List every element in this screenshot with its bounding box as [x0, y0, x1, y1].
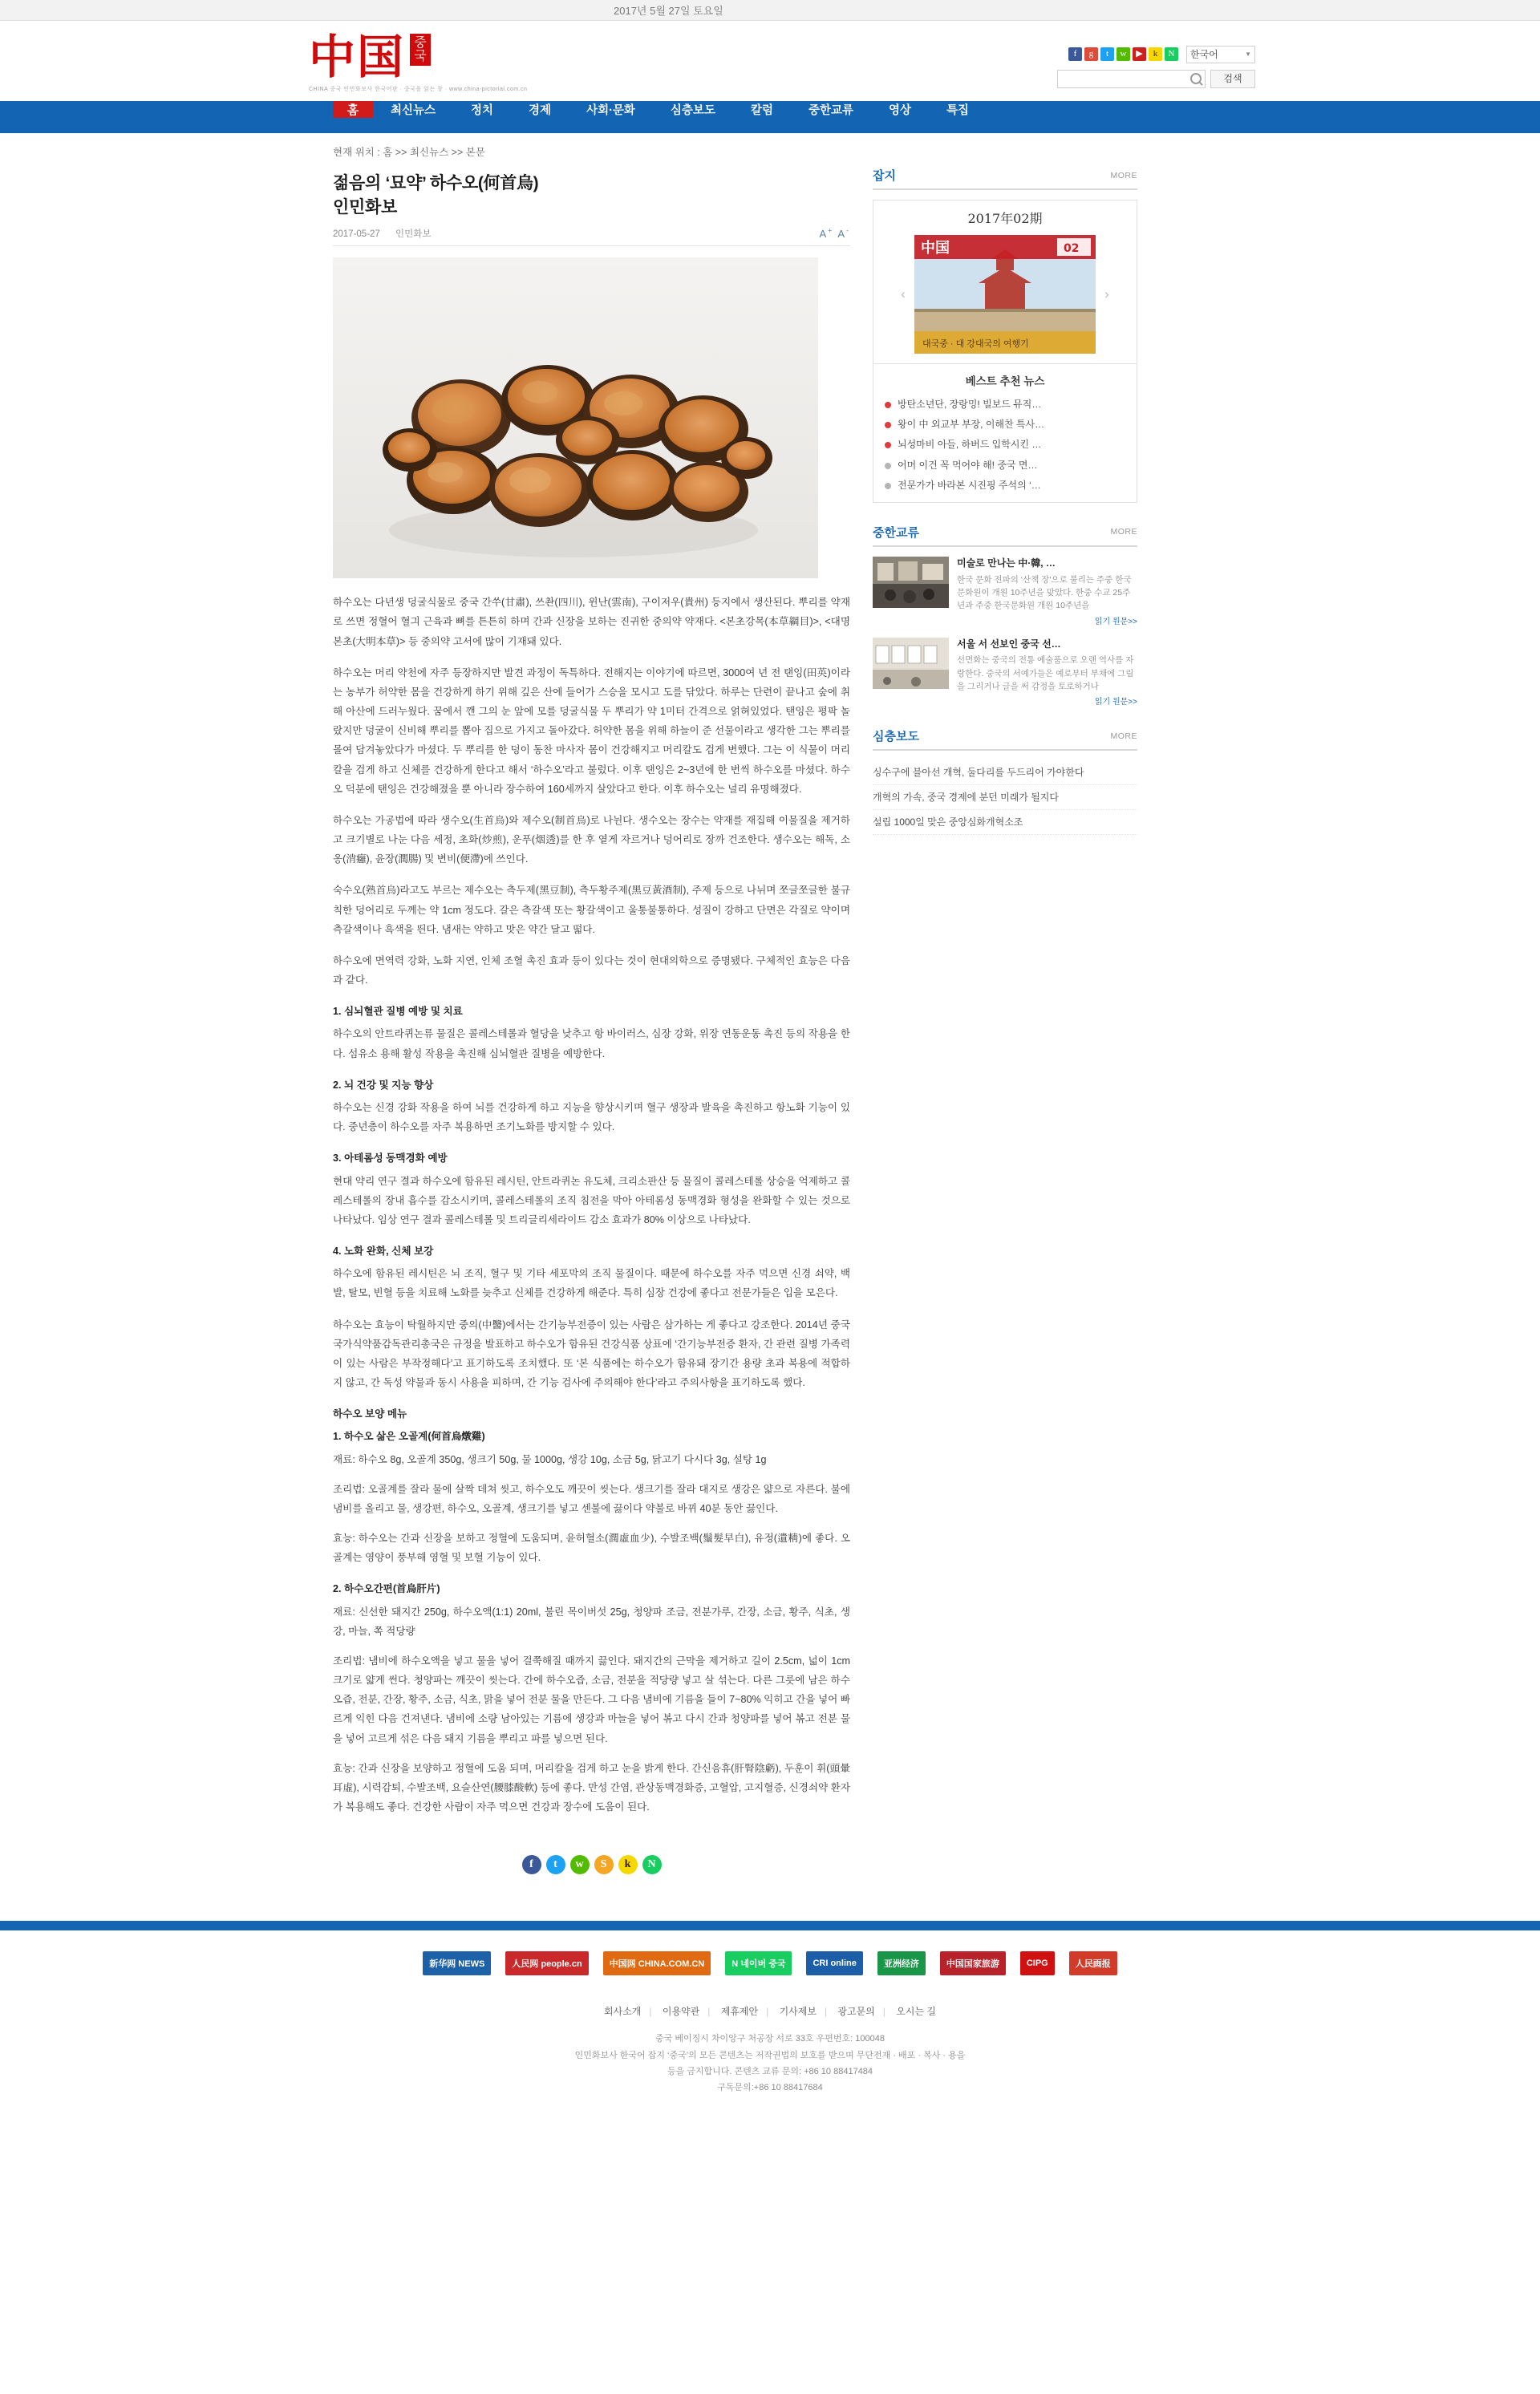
- footer-link-tip[interactable]: 기사제보: [779, 2006, 817, 2018]
- google-icon[interactable]: g: [1084, 47, 1098, 61]
- header-right: [1057, 39, 1255, 88]
- list-item-desc: 선면화는 중국의 전통 예술품으로 오랜 역사를 자랑한다. 중국의 서예가들은 예로부터 부채에 그림을 그리거나 글을 써 감정을 토로하거나: [957, 655, 1134, 691]
- list-item[interactable]: 전문가가 바라본 시진핑 주석의 ‘…: [885, 476, 1125, 496]
- sidebar-title-indepth: 심층보도: [873, 730, 919, 744]
- list-item[interactable]: 왕이 中 외교부 부장, 이해찬 특사…: [885, 415, 1125, 435]
- nav-item-home[interactable]: 홈: [333, 101, 373, 118]
- article-title-line1: 젊음의 ‘묘약’ 하수오(何首烏): [333, 174, 539, 192]
- article-source: 인민화보: [395, 229, 432, 240]
- main-layout: [269, 164, 1271, 1897]
- article-date: 2017-05-27: [333, 229, 380, 240]
- sidebar: [873, 167, 1137, 1897]
- article-paragraph: 하수오는 효능이 탁월하지만 중의(中醫)에서는 간기능부전증이 있는 사람은 삼가하는 게 좋다고 강조한다. 2014년 중국국가식약품감독관리총국은 규정을 발표하고 하수오가 함유된 건강식품 상표에 ‘간기능부전증 환자, 간 관련 질병 가족력이 있는 사람은 부작정해다’고 표기하도록 조치했다. 또 ‘본 식품에는 하수오가 함유돼 장기간 용량 초과 복용에 적합하지 않고, 간 독성 약물과 동시 사용을 피하며, 간 기능 검사에 주의해야 한다’라고 주의사항을 표기하도록 했다.: [333, 1319, 850, 1389]
- footer-info-line: 인민화보사 한국어 잡지 ‘중국’의 모든 콘텐츠는 저작권법의 보호를 받으며 무단전재 · 배포 · 복사 · 용을: [574, 2050, 966, 2060]
- footer-link-ads[interactable]: 광고문의: [837, 2006, 875, 2018]
- partner-logo[interactable]: CIPG: [1020, 1951, 1055, 1975]
- font-size-increase[interactable]: A+: [819, 226, 834, 241]
- breadcrumb-item-latest[interactable]: 최신뉴스: [409, 147, 449, 158]
- nav-item-video[interactable]: 영상: [889, 104, 912, 117]
- sidebar-section-indepth: [873, 727, 1137, 835]
- article-paragraph: 하수오는 머리 약천에 자주 등장하지만 발견 과정이 독특하다. 전해지는 이야기에 따르면, 3000여 년 전 탠잉(田英)이라는 농부가 허약한 몸을 건강하게 하기 위해 깊은 산에 들어가 스승을 모시고 도를 닦았다. 하루는 단련이 끝나고 숲에 취해 아산에 드러누웠다. 꿈에서 깬 그의 눈 앞에 모를 덩굴식물 두 뿌리가 약 1미터 간격으로 얽혀있었다. 탠잉은 평팍 놀랐지만 덩굴이 신비해 뿌리를 뽑아 집으로 가지고 돌아갔다. 허약한 몸을 위해 하늘이 준 선물이라고 생각한 그는 뿌리를 몰여 담겨놓았다가 마셨다. 두 뿌리를 한 덩이 동찬 마사자 몸이 건강해지고 머리칼도 검게 변했다. 그는 이 식물이 머리칼을 검게 하고 신체를 건강하게 한다고 해서 ‘하수오’라고 불렀다. 이후 탠잉은 2~3년에 한 번씩 하수오를 마셨다. 하수오 덕분에 탠잉은 건강해졌을 뿐 아니라 장수하여 160세까지 살았다고 한다. 이후 하수오는 널리 유명해졌다.: [333, 666, 850, 795]
- sidebar-title-exchange: 중한교류: [873, 525, 919, 540]
- indepth-list: [873, 760, 1137, 835]
- search-button[interactable]: 검색: [1210, 70, 1255, 88]
- breadcrumb-item-current: 본문: [465, 147, 485, 158]
- nav-item-society-culture[interactable]: 사회·문화: [586, 104, 635, 117]
- top-date-bar: [0, 0, 1540, 21]
- magazine-prev-arrow[interactable]: ‹: [901, 286, 906, 302]
- logo-subtitle: CHINA 중국 인민화보사 한국어판 · 중국을 읽는 창 · www.china-pictorial.com.cn: [309, 87, 528, 92]
- footer-links: 회사소개 | 이용약관 | 제휴제안 | 기사제보 | 광고문의 | 오시는 길: [604, 2006, 936, 2018]
- article-paragraph: 효능: 간과 신장을 보양하고 정혈에 도움 되며, 머리칼을 검게 하고 눈을 밝게 한다. 간신음휴(肝腎陰虧), 두훈이 휘(頭暈耳虛), 시력감퇴, 수발조백, 요슬산연(腰膝酸軟) 등에 좋다. 만성 간염, 관상동맥경화증, 고혈압, 고지혈증, 신경쇠약 환자가 복용해도 좋다. 건강한 사람이 자주 먹으면 건강과 장수에 도움이 된다.: [333, 1762, 850, 1813]
- nav-item-exchange[interactable]: 중한교류: [808, 104, 853, 117]
- footer-link-terms[interactable]: 이용약관: [662, 2006, 700, 2018]
- search-input[interactable]: [1061, 72, 1190, 85]
- weibo-icon[interactable]: w: [570, 1855, 590, 1874]
- youtube-icon[interactable]: ▶: [1133, 47, 1146, 61]
- nav-item-indepth[interactable]: 심층보도: [670, 104, 715, 117]
- logo-stamp: 중국: [410, 34, 431, 66]
- twitter-icon[interactable]: t: [546, 1855, 565, 1874]
- more-link-magazine[interactable]: MORE: [1110, 170, 1137, 180]
- footer-link-directions[interactable]: 오시는 길: [896, 2006, 936, 2018]
- kakao-icon[interactable]: k: [1149, 47, 1162, 61]
- article-body: [333, 593, 850, 1817]
- search-box[interactable]: [1057, 70, 1206, 88]
- article-subheading: 2. 하수오간편(首烏肝片): [333, 1583, 440, 1595]
- list-item-title: 서울 서 선보인 중국 선…: [957, 638, 1061, 650]
- article-title-line2: 인민화보: [333, 198, 397, 217]
- article-content: [333, 167, 850, 1897]
- article-paragraph: 하수오에 함유된 레시틴은 뇌 조직, 혈구 및 기타 세포막의 조직 물질이다. 때문에 하수오를 자주 먹으면 신경 쇠약, 백발, 탈모, 빈혈 등을 치료해 노화를 늦추고 신체를 건강하게 해준다. 특히 심장 건강에 좋다고 전문가들은 입을 모은다.: [333, 1268, 850, 1299]
- article-subheading: 1. 심뇌혈관 질병 예방 및 치료: [333, 1006, 463, 1018]
- article-paragraph: 조리법: 오골계를 잘라 물에 살짝 데쳐 씻고, 하수오도 깨끗이 씻는다. 생크기를 잘라 대지로 생강은 얇으로 자른다. 불에 냄비를 올리고 물, 생강편, 하수오, 오골계, 생크기를 넣고 센불에 끓이다 약불로 바뀌 40분 동안 끓인다.: [333, 1483, 850, 1514]
- facebook-icon[interactable]: f: [522, 1855, 541, 1874]
- footer-divider: [0, 1921, 1540, 1930]
- article-photo: [333, 257, 818, 578]
- kakao-icon[interactable]: k: [618, 1855, 638, 1874]
- thumbnail-image: [873, 557, 949, 608]
- article-paragraph: 하수오는 신경 강화 작용을 하여 뇌를 건강하게 하고 지능을 향상시키며 혈구 생장과 발육을 촉진하고 항노화 기능이 있다. 중년층이 하수오를 자주 복용하면 조기노화를 방지할 수 있다.: [333, 1101, 850, 1133]
- article-paragraph: 재료: 신선한 돼지간 250g, 하수오액(1:1) 20ml, 불린 목이버섯 25g, 청양파 조금, 전분가루, 간장, 소금, 황주, 식초, 생강, 마늘, 쪽 적당량: [333, 1606, 850, 1637]
- sidebar-section-exchange: [873, 524, 1137, 707]
- article-paragraph: 하수오의 안트라퀴논류 물질은 콜레스테롤과 혈당을 낮추고 항 바이러스, 심장 강화, 위장 연동운동 촉진 등의 작용을 한다. 섬유소 용해 활성 작용을 촉진해 심뇌혈관 질병을 예방한다.: [333, 1028, 850, 1059]
- twitter-icon[interactable]: t: [1100, 47, 1114, 61]
- footer-info-line: 구독문의:+86 10 88417684: [717, 2083, 823, 2093]
- list-item[interactable]: [873, 557, 1137, 626]
- footer-info-line: 등을 금지합니다. 콘텐츠 교류 문의: +86 10 88417484: [667, 2067, 873, 2076]
- page-title: [333, 172, 850, 221]
- breadcrumb: [269, 133, 1271, 164]
- partner-logo[interactable]: N 네이버 중국: [725, 1951, 792, 1975]
- nav-item-politics[interactable]: 정치: [471, 104, 494, 117]
- font-size-controls[interactable]: [819, 227, 850, 240]
- search-icon: [1190, 73, 1202, 84]
- article-subheading: 1. 하수오 삶은 오골계(何首烏燉雞): [333, 1431, 485, 1443]
- magazine-issue-label: 2017年02期: [967, 211, 1043, 226]
- article-subheading: 하수오 보양 메뉴: [333, 1408, 407, 1420]
- list-item[interactable]: 방탄소년단, 장랑밍! 빌보드 뮤직…: [885, 395, 1125, 415]
- magazine-cover[interactable]: [914, 235, 1096, 354]
- list-item-desc: 한국 문화 전파의 ‘산책 장'으로 불리는 주중 한국문화원이 개원 10주년을 맞았다. 한중 수교 25주년과 주중 한국문화원 개원 10주년을: [957, 574, 1132, 611]
- partner-logo[interactable]: 亚洲经济: [877, 1951, 926, 1975]
- list-item[interactable]: 개혁의 가속, 중국 경제에 분던 미래가 될지다: [873, 785, 1137, 810]
- nav-item-latest[interactable]: 최신뉴스: [391, 104, 436, 117]
- social-links[interactable]: [1068, 47, 1178, 61]
- language-select[interactable]: [1186, 46, 1255, 63]
- best-news-title: 베스트 추천 뉴스: [965, 375, 1045, 387]
- share-buttons[interactable]: [333, 1855, 850, 1874]
- naver-icon[interactable]: N: [642, 1855, 662, 1874]
- partner-logo[interactable]: 中国网 CHINA.COM.CN: [603, 1951, 711, 1975]
- list-item-title: 미술로 만나는 中·韓, …: [957, 557, 1056, 569]
- partner-logo[interactable]: 人民画报: [1069, 1951, 1117, 1975]
- footer-info-line: 중국 베이징시 차이앙구 처공장 서로 33호 우편번호: 100048: [655, 2034, 885, 2044]
- nav-item-column[interactable]: 칼럼: [750, 104, 773, 117]
- article-paragraph: 효능: 하수오는 간과 신장을 보하고 정혈에 도움되며, 윤허혈소(潤虛血少), 수발조백(鬚髮早白), 유정(遺精)에 좋다. 오골계는 영양이 풍부해 영혈 및 보혈 기능이 있다.: [333, 1533, 850, 1564]
- article-paragraph: 하수오에 면역력 강화, 노화 지연, 인체 조혈 촉진 효과 등이 있다는 것이 현대의학으로 증명됐다. 구체적인 효능은 다음과 같다.: [333, 954, 850, 986]
- list-item[interactable]: 어머 이건 꼭 먹어야 해! 중국 면…: [885, 456, 1125, 476]
- facebook-icon[interactable]: f: [1068, 47, 1082, 61]
- nav-item-economy[interactable]: 경제: [529, 104, 552, 117]
- nav-item-special[interactable]: 특집: [946, 104, 970, 117]
- svg-text:中国: 中国: [921, 240, 950, 257]
- list-item[interactable]: 싱수구에 블아선 개혁, 둘다리를 두드리어 가야한다: [873, 760, 1137, 785]
- footer-link-about[interactable]: 회사소개: [604, 2006, 642, 2018]
- weibo-icon[interactable]: w: [1116, 47, 1130, 61]
- partner-logo[interactable]: 人民网 people.cn: [505, 1951, 588, 1975]
- logo-text: 中国: [309, 30, 406, 84]
- main-nav: [0, 101, 1540, 133]
- sidebar-title-magazine: 잡지: [873, 169, 896, 183]
- chevron-down-icon: ▼: [1245, 51, 1251, 58]
- article-meta-row: [333, 227, 850, 246]
- partner-logo[interactable]: 新华网 NEWS: [423, 1951, 491, 1975]
- more-link-exchange[interactable]: MORE: [1110, 527, 1137, 537]
- article-subheading: 3. 아테롬성 동맥경화 예방: [333, 1152, 448, 1165]
- read-more-link[interactable]: 읽기 원문>>: [1094, 617, 1137, 626]
- breadcrumb-item-home[interactable]: 홈: [383, 147, 393, 158]
- kakaostory-icon[interactable]: S: [594, 1855, 614, 1874]
- article-paragraph: 하수오는 다년생 덩굴식물로 중국 간쑤(甘肅), 쓰촨(四川), 윈난(雲南), 구이저우(貴州) 등지에서 생산된다. 뿌리를 약재로 쓰면 정혈어 혈긔 근육과 뼈를 튼튼히 하며 간과 신장을 보하는 진귀한 중의약 약재다. <본초강목(本草綱目)>, <대명본초(大明本草)> 등 중의약 고서에 많이 기재돼 있다.: [333, 597, 850, 647]
- font-size-decrease[interactable]: A-: [837, 226, 850, 241]
- breadcrumb-sep-1: >>: [395, 147, 407, 158]
- article-paragraph: 재료: 하수오 8g, 오골계 350g, 생크기 50g, 물 1000g, 생강 10g, 소금 5g, 닭고기 다시다 3g, 설탕 1g: [333, 1453, 767, 1465]
- list-item[interactable]: 설립 1000일 맞은 중앙심화개혁소조: [873, 810, 1137, 835]
- breadcrumb-prefix: 현재 위치 :: [333, 147, 380, 158]
- article-paragraph: 숙수오(熟首烏)라고도 부르는 제수오는 측두제(黑豆制), 측두황주제(黑豆黃酒制), 주제 등으로 나뉘며 쪼글쪼글한 불규칙한 덩어리로 두께는 약 1cm 정도다. 갈은 측갈색 또는 황갈색이고 울통불통하다. 성질이 강하고 단면은 각질로 약이며 측갈색이나 흑색을 띈다. 냄새는 약하고 맛은 약간 달고 떫다.: [333, 885, 850, 935]
- partner-logo[interactable]: CRI online: [806, 1951, 862, 1975]
- article-paragraph: 하수오는 가공법에 따라 생수오(生首烏)와 제수오(制首烏)로 나뉜다. 생수오는 장수는 약재를 재집해 이물질을 제거하고 크기별로 나눈 다음 세정, 초화(炒煎), 운푸(烟透)를 한 후 옅게 자르거나 덩어리로 장까 건조한다. 생수오는 해독, 소옹(消癰), 윤장(潤腸) 및 변비(便滯)에 쓰인다.: [333, 814, 850, 865]
- more-link-indepth[interactable]: MORE: [1110, 731, 1137, 741]
- svg-text:대국중 · 대 강대국의 여행기: 대국중 · 대 강대국의 여행기: [922, 339, 1029, 349]
- site-header: [269, 21, 1271, 101]
- article-subheading: 4. 노화 완화, 신체 보강: [333, 1246, 434, 1258]
- article-paragraph: 현대 약리 연구 결과 하수오에 함유된 레시틴, 안트라퀴논 유도체, 크리소판산 등 물질이 콜레스테롤 상승을 억제하고 콜레스테롤의 장내 흡수를 감소시키며, 콜레스테롤의 조직 침전을 막아 아테롬성 동맥경화 형성을 완화할 수 있는 것으로 나타났다. 임상 연구 결과 콜레스테롤 및 트리글리세라이드 감소 효과가 80% 이상으로 나타났다.: [333, 1175, 850, 1225]
- breadcrumb-sep-2: >>: [451, 147, 464, 158]
- logo[interactable]: [285, 30, 528, 93]
- list-item[interactable]: [873, 638, 1137, 707]
- footer-link-partnership[interactable]: 제휴제안: [720, 2006, 759, 2018]
- best-news-box: [873, 364, 1137, 503]
- svg-text:02: 02: [1064, 242, 1080, 255]
- sidebar-section-magazine: [873, 167, 1137, 503]
- read-more-link[interactable]: 읽기 원문>>: [1094, 698, 1137, 707]
- language-value: 한국어: [1190, 49, 1218, 60]
- list-item[interactable]: 뇌성마비 아들, 하버드 입학시킨 …: [885, 435, 1125, 455]
- footer-info: [0, 2031, 1540, 2123]
- partner-logos: [269, 1930, 1271, 1996]
- best-news-list: [873, 395, 1137, 496]
- thumbnail-image: [873, 638, 949, 689]
- article-subheading: 2. 뇌 건강 및 지능 향상: [333, 1079, 434, 1091]
- partner-logo[interactable]: 中国国家旅游: [940, 1951, 1006, 1975]
- current-date: 2017년 5월 27일 토요일: [614, 5, 723, 17]
- magazine-next-arrow[interactable]: ›: [1104, 286, 1109, 302]
- naver-icon[interactable]: N: [1165, 47, 1178, 61]
- article-paragraph: 조리법: 냄비에 하수오액을 넣고 물을 넣어 걸쭉해질 때까지 끓인다. 돼지간의 근막을 제거하고 길이 2.5cm, 넓이 1cm 크기로 얇게 썬다. 청양파는 깨끗이 씻는다. 간에 하수오즙, 소금, 전분을 적당량 넣고 살 섞는다. 다른 그릇에 남은 하수오즙, 전분, 간장, 황주, 소금, 식초, 맑을 넣어 전분 물을 만든다. 그 다음 냄비에 기름을 들이 7~80% 익히고 간을 넣어 빠르게 익힌 다음 건져낸다. 냄비에 소량 남아있는 기름에 생강과 마늘을 넣어 볶고 다시 간과 청양파를 넣어 볶고 전분 물을 넣어 고르게 섞은 다음 돼지 기름을 뿌리고 파를 넣으면 된다.: [333, 1655, 850, 1744]
